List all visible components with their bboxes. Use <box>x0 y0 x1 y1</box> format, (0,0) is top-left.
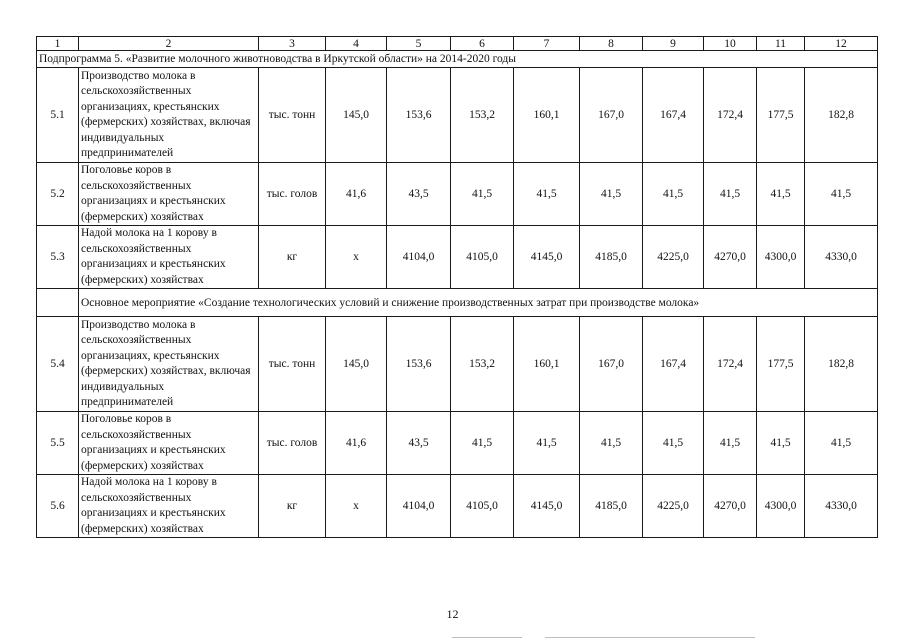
indicator-name: Поголовье коров в сельскохозяйственных организациях и крестьянских (фермерских) хозяйствах <box>79 163 259 226</box>
indicator-row <box>37 68 878 163</box>
indicator-name: Надой молока на 1 корову в сельскохозяйственных организациях и крестьянских (фермерских) хозяйствах <box>79 226 259 289</box>
indicator-value: 4105,0 <box>451 475 514 538</box>
subprogram-title: Подпрограмма 5. «Развитие молочного животноводства в Иркутской области» на 2014-2020 годы <box>37 51 878 68</box>
indicator-value: 41,5 <box>757 412 805 475</box>
indicator-value: 41,5 <box>757 163 805 226</box>
column-number: 8 <box>580 37 643 51</box>
column-number: 5 <box>387 37 451 51</box>
indicator-value: 167,0 <box>580 317 643 412</box>
indicator-value: 4225,0 <box>643 226 704 289</box>
indicator-value: 160,1 <box>514 68 580 163</box>
column-number: 10 <box>704 37 757 51</box>
column-number: 2 <box>79 37 259 51</box>
indicator-value: 4330,0 <box>805 226 878 289</box>
indicator-value: 41,5 <box>580 412 643 475</box>
indicator-unit: тыс. голов <box>259 412 326 475</box>
indicator-value: 41,5 <box>451 163 514 226</box>
indicator-value: 145,0 <box>326 68 387 163</box>
indicator-value: 160,1 <box>514 317 580 412</box>
indicator-row <box>37 475 878 538</box>
column-number: 4 <box>326 37 387 51</box>
row-number: 5.6 <box>37 475 79 538</box>
indicator-value: 4270,0 <box>704 226 757 289</box>
row-number: 5.3 <box>37 226 79 289</box>
row-number: 5.5 <box>37 412 79 475</box>
indicator-value: 41,5 <box>704 163 757 226</box>
indicator-value: 4104,0 <box>387 475 451 538</box>
indicator-value: 177,5 <box>757 68 805 163</box>
indicator-name: Производство молока в сельскохозяйственных организациях, крестьянских (фермерских) хозяйствах, включая индивидуальных предпринимателей <box>79 68 259 163</box>
indicator-value: 41,6 <box>326 163 387 226</box>
indicator-unit: тыс. тонн <box>259 68 326 163</box>
indicator-unit: тыс. голов <box>259 163 326 226</box>
indicator-value: 153,6 <box>387 68 451 163</box>
indicator-row <box>37 226 878 289</box>
indicator-value: 43,5 <box>387 163 451 226</box>
column-number: 9 <box>643 37 704 51</box>
indicator-value: 41,5 <box>643 163 704 226</box>
indicator-value: 4145,0 <box>514 475 580 538</box>
row-number: 5.1 <box>37 68 79 163</box>
indicator-value: 41,5 <box>643 412 704 475</box>
indicator-value: 167,4 <box>643 68 704 163</box>
indicator-value: 167,4 <box>643 317 704 412</box>
indicator-unit: кг <box>259 226 326 289</box>
indicator-name: Надой молока на 1 корову в сельскохозяйственных организациях и крестьянских (фермерских) хозяйствах <box>79 475 259 538</box>
column-number: 6 <box>451 37 514 51</box>
indicator-unit: тыс. тонн <box>259 317 326 412</box>
main-event-title: Основное мероприятие «Создание технологических условий и снижение производственных затрат при производстве молока» <box>79 289 878 317</box>
indicator-unit: кг <box>259 475 326 538</box>
indicator-value: 4330,0 <box>805 475 878 538</box>
indicator-value: 41,5 <box>514 412 580 475</box>
indicator-value: 177,5 <box>757 317 805 412</box>
indicator-value: 182,8 <box>805 68 878 163</box>
indicator-value: 172,4 <box>704 317 757 412</box>
indicator-value: 41,5 <box>451 412 514 475</box>
indicator-value: 43,5 <box>387 412 451 475</box>
subprogram-row <box>37 51 878 68</box>
scan-artifact-line <box>545 637 755 638</box>
indicator-row <box>37 317 878 412</box>
indicator-value: 4145,0 <box>514 226 580 289</box>
indicator-value: 41,5 <box>805 412 878 475</box>
indicator-value: 145,0 <box>326 317 387 412</box>
indicator-value: 167,0 <box>580 68 643 163</box>
column-number: 7 <box>514 37 580 51</box>
indicators-table <box>36 36 878 538</box>
main-event-empty-cell <box>37 289 79 317</box>
indicator-value: 4185,0 <box>580 475 643 538</box>
indicator-value: 182,8 <box>805 317 878 412</box>
indicator-value: 41,5 <box>514 163 580 226</box>
indicator-row <box>37 412 878 475</box>
indicator-value: 153,2 <box>451 68 514 163</box>
indicator-value: 4105,0 <box>451 226 514 289</box>
column-number: 11 <box>757 37 805 51</box>
indicator-value: 41,5 <box>580 163 643 226</box>
indicator-value: 4300,0 <box>757 475 805 538</box>
row-number: 5.2 <box>37 163 79 226</box>
page-number: 12 <box>446 607 459 621</box>
indicator-value: 41,5 <box>704 412 757 475</box>
indicator-value: 153,6 <box>387 317 451 412</box>
indicator-value: 153,2 <box>451 317 514 412</box>
column-number-row <box>37 37 878 51</box>
indicator-name: Производство молока в сельскохозяйственных организациях, крестьянских (фермерских) хозяйствах, включая индивидуальных предпринимателей <box>79 317 259 412</box>
indicator-value: 172,4 <box>704 68 757 163</box>
main-event-row <box>37 289 878 317</box>
indicator-value: 41,5 <box>805 163 878 226</box>
indicator-value: х <box>326 475 387 538</box>
column-number: 3 <box>259 37 326 51</box>
indicator-name: Поголовье коров в сельскохозяйственных организациях и крестьянских (фермерских) хозяйствах <box>79 412 259 475</box>
indicator-value: 4270,0 <box>704 475 757 538</box>
indicator-value: 4104,0 <box>387 226 451 289</box>
column-number: 12 <box>805 37 878 51</box>
row-number: 5.4 <box>37 317 79 412</box>
indicator-value: 4185,0 <box>580 226 643 289</box>
indicator-row <box>37 163 878 226</box>
indicator-value: 4225,0 <box>643 475 704 538</box>
indicator-value: 41,6 <box>326 412 387 475</box>
column-number: 1 <box>37 37 79 51</box>
scan-artifact-line <box>452 637 522 638</box>
indicator-value: х <box>326 226 387 289</box>
indicator-value: 4300,0 <box>757 226 805 289</box>
